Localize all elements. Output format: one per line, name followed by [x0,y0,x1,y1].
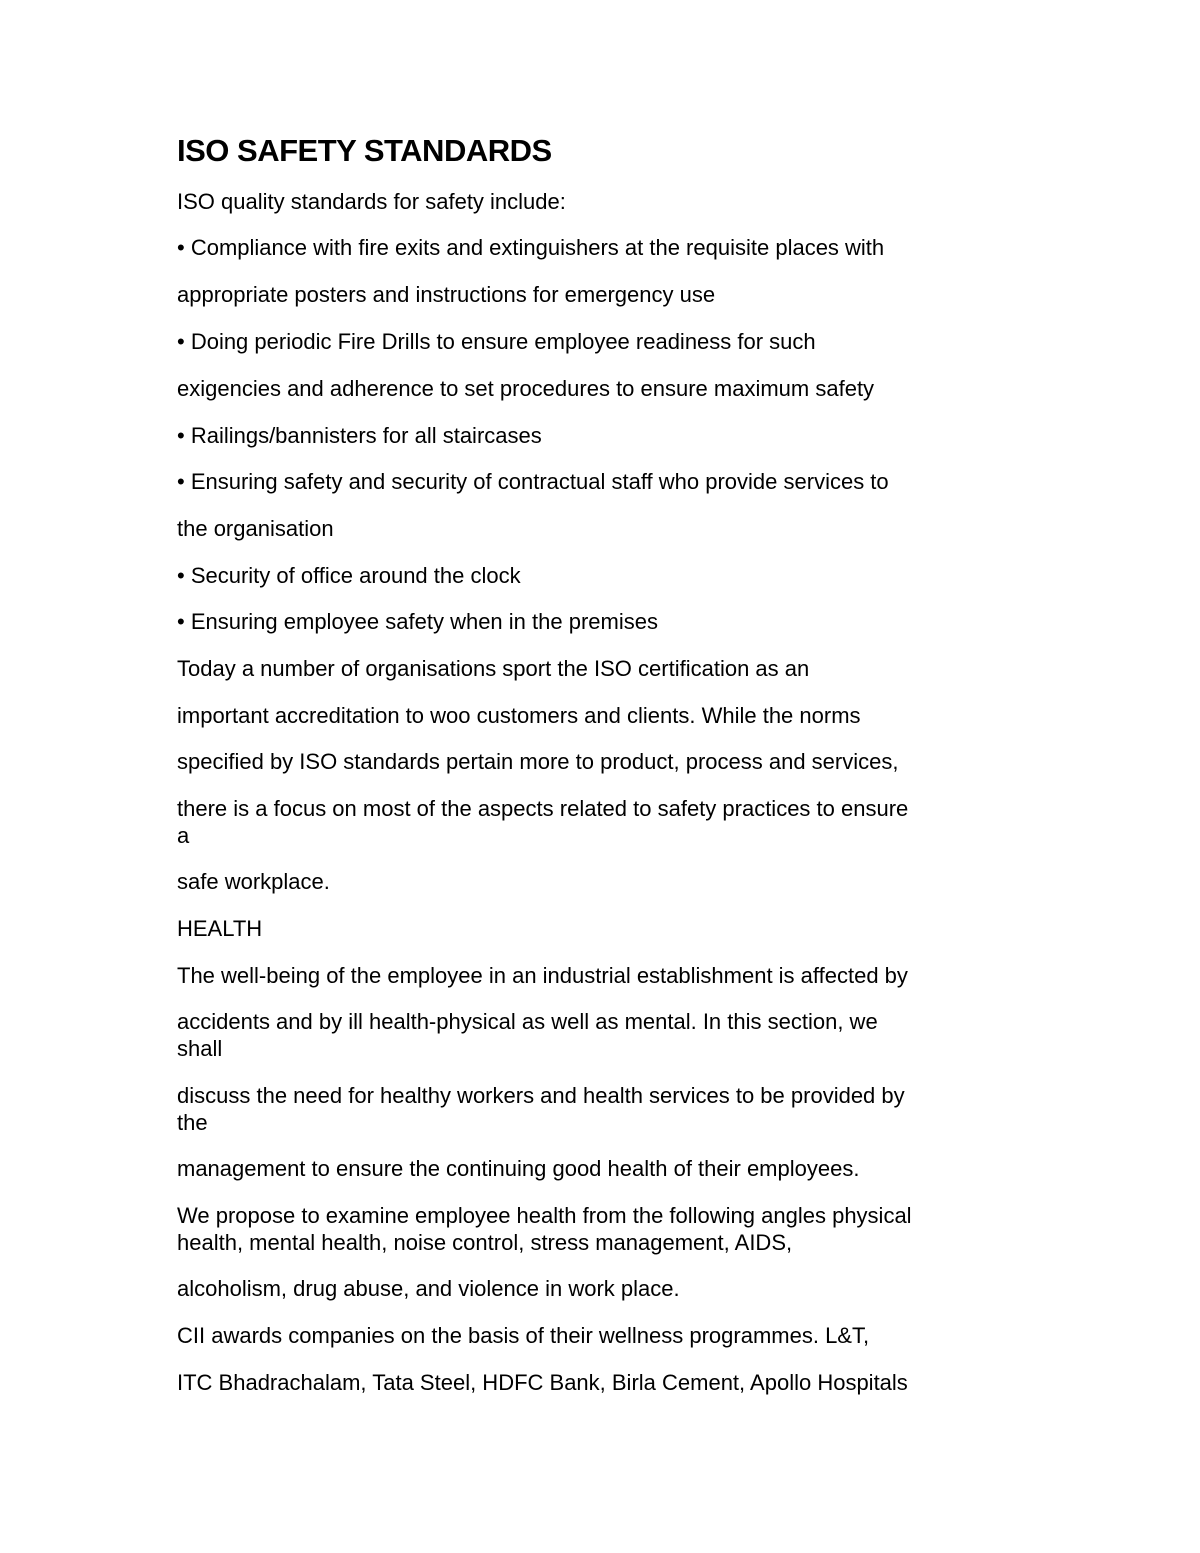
text-line: appropriate posters and instructions for emergency use [177,282,716,307]
text-line: • Compliance with fire exits and extinguishers at the requisite places with [177,235,885,260]
text-line: CII awards companies on the basis of their wellness programmes. L&T, [177,1323,870,1348]
text-line: there is a focus on most of the aspects related to safety practices to ensure [177,796,909,821]
section-heading: HEALTH [177,916,263,941]
text-line: the [177,1110,208,1135]
text-line: ITC Bhadrachalam, Tata Steel, HDFC Bank, Birla Cement, Apollo Hospitals [177,1370,908,1395]
text-line: ISO quality standards for safety include: [177,189,566,214]
text-line: safe workplace. [177,869,330,894]
text-line: alcoholism, drug abuse, and violence in work place. [177,1276,680,1301]
text-line: exigencies and adherence to set procedures to ensure maximum safety [177,376,875,401]
text-line: important accreditation to woo customers and clients. While the norms [177,703,861,728]
text-line: • Railings/bannisters for all staircases [177,423,542,448]
text-line: health, mental health, noise control, stress management, AIDS, [177,1230,793,1255]
text-line: • Security of office around the clock [177,563,521,588]
text-line: specified by ISO standards pertain more to product, process and services, [177,749,899,774]
text-line: discuss the need for healthy workers and health services to be provided by [177,1083,905,1108]
text-line: We propose to examine employee health from the following angles physical [177,1203,912,1228]
text-line: accidents and by ill health-physical as well as mental. In this section, we [177,1009,878,1034]
text-line: • Ensuring safety and security of contractual staff who provide services to [177,469,889,494]
text-line: The well-being of the employee in an industrial establishment is affected by [177,963,908,988]
text-line: shall [177,1036,223,1061]
text-line: • Doing periodic Fire Drills to ensure employee readiness for such [177,329,816,354]
text-line: Today a number of organisations sport the ISO certification as an [177,656,810,681]
text-line: management to ensure the continuing good health of their employees. [177,1156,860,1181]
page-title: ISO SAFETY STANDARDS [177,133,552,168]
text-line: the organisation [177,516,334,541]
text-line: a [177,823,190,848]
text-line: • Ensuring employee safety when in the premises [177,609,658,634]
